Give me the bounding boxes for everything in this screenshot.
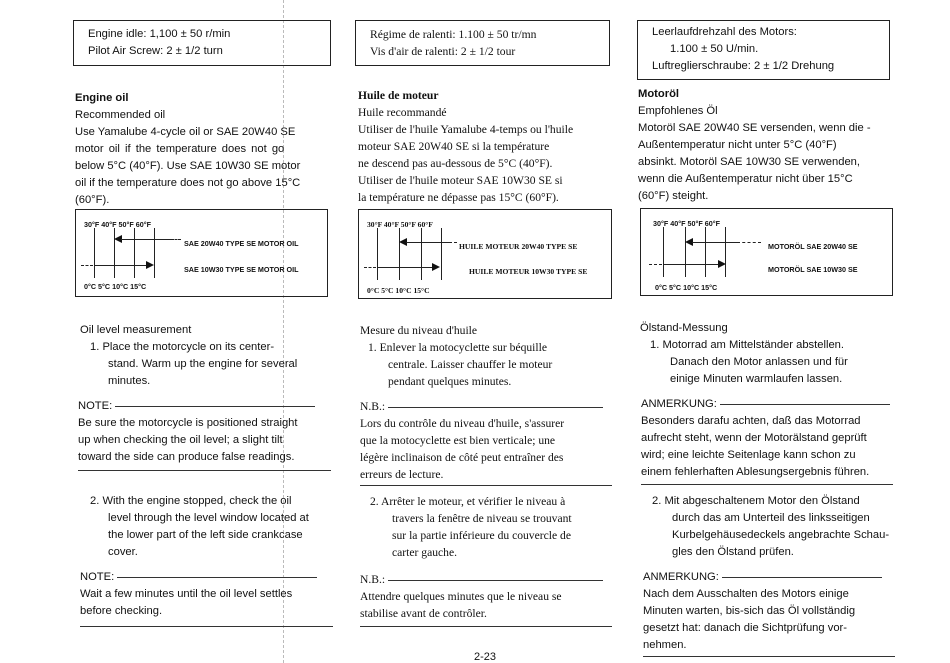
scale-tick: [154, 228, 155, 278]
english-note1-header: [78, 398, 315, 415]
note-label: NOTE:: [78, 400, 113, 412]
note-rule: [722, 577, 882, 578]
french-measure-heading: Mesure du niveau d'huile: [360, 324, 478, 337]
french-step1-line: centrale. Laisser chauffer le moteur: [388, 358, 553, 371]
english-step1-line: minutes.: [108, 375, 151, 387]
french-note2-end-rule: [360, 626, 612, 627]
note-rule: [388, 407, 603, 408]
german-note2-line: gesetzt hat: danach die Sichtprüfung vor-: [643, 622, 847, 634]
oil-range-line: [377, 267, 432, 268]
french-oil-text-line: la température ne dépasse pas 15°C (60°F).: [358, 191, 559, 204]
german-note2-end-rule: [643, 656, 895, 657]
german-measure-heading: Ölstand-Messung: [640, 322, 728, 334]
german-note2-line: nehmen.: [643, 639, 687, 651]
celsius-scale-label: 0°C 5°C 10°C 15°C: [84, 282, 147, 291]
scale-tick: [377, 228, 378, 280]
french-note2-line: Attendre quelques minutes que le niveau se: [360, 590, 562, 603]
german-note1-end-rule: [641, 484, 893, 485]
english-oil-text-line: below 5°C (40°F). Use SAE 10W30 SE motor: [75, 160, 301, 172]
french-note1-line: que la motocyclette est bien verticale; une: [360, 434, 556, 447]
note-label: ANMERKUNG:: [643, 571, 719, 583]
english-step1-line: stand. Warm up the engine for several: [108, 358, 298, 370]
french-oil-text-line: Utiliser de l'huile Yamalube 4-temps ou l'huile: [358, 123, 574, 136]
english-note1-line: up when checking the oil level; a slight tilt: [78, 434, 283, 446]
range-arrow-right: [718, 260, 726, 268]
scale-tick: [725, 227, 726, 277]
french-step2-line: travers la fenêtre de niveau se trouvant: [392, 512, 572, 525]
french-oil-heading: Huile de moteur: [358, 89, 439, 102]
range-arrow-right: [146, 261, 154, 269]
oil-grade-label: MOTORÖL SAE 20W40 SE: [768, 242, 858, 251]
german-note2-header: [643, 569, 882, 586]
french-note2-line: stabilise avant de contrôler.: [360, 607, 487, 620]
note-rule: [117, 577, 317, 578]
english-spec-box: [73, 20, 331, 66]
english-note2-header: [80, 569, 317, 586]
french-note2-header: [360, 571, 603, 588]
german-note2-line: Minuten warten, bis-sich das Öl vollständig: [643, 605, 856, 617]
french-step2-line: 2. Arrêter le moteur, et vérifier le niveau à: [370, 495, 566, 508]
oil-range-dash: [649, 264, 662, 265]
english-oil-text-line: Use Yamalube 4-cycle oil or SAE 20W40 SE: [75, 126, 296, 138]
german-step2-line: Kurbelgehäusedeckels angebrachte Schau-: [672, 529, 890, 541]
german-oil-text-line: absinkt. Motoröl SAE 10W30 SE verwenden,: [638, 156, 860, 168]
celsius-scale-label: 0°C 5°C 10°C 15°C: [655, 283, 718, 292]
celsius-scale-label: 0°C 5°C 10°C 15°C: [367, 286, 430, 295]
english-step2-line: cover.: [108, 546, 138, 558]
german-step1-line: einige Minuten warmlaufen lassen.: [670, 373, 843, 385]
german-note1-line: wird; eine leichte Seitenlage kann schon zu: [641, 449, 856, 461]
oil-range-line: [663, 264, 718, 265]
spec-line: Régime de ralenti: 1.100 ± 50 tr/mn: [370, 28, 537, 41]
french-oil-recommended: Huile recommandé: [358, 106, 447, 119]
fahrenheit-scale-label: 30°F 40°F 50°F 60°F: [653, 219, 721, 228]
oil-grade-label: HUILE MOTEUR 10W30 TYPE SE: [469, 267, 588, 276]
french-note1-line: Lors du contrôle du niveau d'huile, s'assurer: [360, 417, 565, 430]
german-note1-header: [641, 396, 890, 413]
french-oil-text-line: Utiliser de l'huile moteur SAE 10W30 SE si: [358, 174, 563, 187]
english-note1-end-rule: [78, 470, 331, 471]
oil-range-dash: [364, 267, 376, 268]
scale-tick: [441, 228, 442, 280]
spec-line: Luftreglierschraube: 2 ± 1/2 Drehung: [652, 60, 835, 72]
english-oil-recommended: Recommended oil: [75, 109, 166, 121]
page-number: 2-23: [474, 651, 497, 663]
spec-line: Engine idle: 1,100 ± 50 r/min: [88, 28, 231, 40]
french-step2-line: sur la partie inférieure du couvercle de: [392, 529, 571, 542]
oil-grade-label: MOTORÖL SAE 10W30 SE: [768, 265, 858, 274]
oil-range-dash: [737, 242, 761, 243]
french-note1-header: [360, 398, 603, 415]
oil-grade-label: HUILE MOTEUR 20W40 TYPE SE: [459, 242, 578, 251]
oil-range-line: [94, 265, 146, 266]
english-note1-line: Be sure the motorcycle is positioned straight: [78, 417, 298, 429]
spec-line: Pilot Air Screw: 2 ± 1/2 turn: [88, 45, 223, 57]
english-note1-line: toward the side can produce false readings.: [78, 451, 295, 463]
oil-grade-label: SAE 20W40 TYPE SE MOTOR OIL: [184, 239, 299, 248]
german-oil-text-line: wenn die Außentemperatur nicht über 15°C: [638, 173, 853, 185]
english-step2-line: the lower part of the left side crankcase: [108, 529, 303, 541]
french-step2-line: carter gauche.: [392, 546, 458, 559]
spec-line: Vis d'air de ralenti: 2 ± 1/2 tour: [370, 45, 516, 58]
scale-tick: [421, 228, 422, 280]
english-step2-line: 2. With the engine stopped, check the oil: [90, 495, 292, 507]
german-step1-line: 1. Motorrad am Mittelständer abstellen.: [650, 339, 845, 351]
note-label: ANMERKUNG:: [641, 398, 717, 410]
german-oil-recommended: Empfohlenes Öl: [638, 105, 718, 117]
note-label: N.B.:: [360, 400, 386, 413]
note-label: N.B.:: [360, 573, 386, 586]
english-oil-temperature-diagram: [75, 209, 328, 297]
german-spec-box: [637, 20, 890, 80]
oil-range-line: [406, 242, 449, 243]
english-note2-line: Wait a few minutes until the oil level settles: [80, 588, 293, 600]
oil-range-dash: [449, 242, 457, 243]
note-rule: [115, 406, 315, 407]
range-arrow-right: [432, 263, 440, 271]
german-step2-line: gles den Ölstand prüfen.: [672, 546, 794, 558]
english-measure-heading: Oil level measurement: [80, 324, 192, 336]
scale-tick: [399, 228, 400, 280]
english-oil-heading: Engine oil: [75, 92, 129, 104]
french-oil-text-line: ne descend pas au-dessous de 5°C (40°F).: [358, 157, 553, 170]
spec-line: 1.100 ± 50 U/min.: [670, 43, 759, 55]
page-fold-shadow: [283, 0, 284, 663]
english-oil-text-line: (60°F).: [75, 194, 110, 206]
fahrenheit-scale-label: 30°F 40°F 50°F 60°F: [367, 220, 433, 229]
scale-tick: [134, 228, 135, 278]
german-oil-text-line: (60°F) steight.: [638, 190, 709, 202]
german-note1-line: einem fehlerhaften Ablesungsergebnis führen.: [641, 466, 870, 478]
german-note1-line: aufrecht steht, wenn der Motorälstand geprüft: [641, 432, 867, 444]
french-spec-box: [355, 20, 610, 66]
french-step1-line: 1. Enlever la motocyclette sur béquille: [368, 341, 547, 354]
french-note1-end-rule: [360, 485, 612, 486]
fahrenheit-scale-label: 30°F 40°F 50°F 60°F: [84, 220, 152, 229]
english-note2-end-rule: [80, 626, 333, 627]
french-note1-line: légère inclinaison de côté peut entraîner des: [360, 451, 564, 464]
english-step1-line: 1. Place the motorcycle on its center-: [90, 341, 275, 353]
german-step2-line: 2. Mit abgeschaltenem Motor den Ölstand: [652, 495, 860, 507]
scale-tick: [94, 228, 95, 278]
german-step2-line: durch das am Unterteil des linksseitigen: [672, 512, 870, 524]
french-oil-temperature-diagram: [358, 209, 612, 299]
german-note2-line: Nach dem Ausschalten des Motors einige: [643, 588, 849, 600]
note-rule: [388, 580, 603, 581]
oil-range-line: [692, 242, 737, 243]
scale-tick: [663, 227, 664, 277]
german-oil-text-line: Motoröl SAE 20W40 SE versenden, wenn die -: [638, 122, 871, 134]
english-oil-text-line: oil if the temperature does not go above 15°C: [75, 177, 301, 189]
french-note1-line: erreurs de lecture.: [360, 468, 444, 481]
english-oil-text-line: motor oil if the temperature does not go: [75, 143, 285, 155]
german-oil-text-line: Außentemperatur nicht unter 5°C (40°F): [638, 139, 837, 151]
scale-tick: [685, 227, 686, 277]
german-oil-heading: Motoröl: [638, 88, 680, 100]
note-rule: [720, 404, 890, 405]
oil-range-dash: [81, 265, 93, 266]
french-oil-text-line: moteur SAE 20W40 SE si la température: [358, 140, 550, 153]
english-step2-line: level through the level window located at: [108, 512, 309, 524]
german-note1-line: Besonders darafu achten, daß das Motorrad: [641, 415, 861, 427]
german-oil-temperature-diagram: [640, 208, 893, 296]
scale-tick: [705, 227, 706, 277]
english-note2-line: before checking.: [80, 605, 163, 617]
german-step1-line: Danach den Motor anlassen und für: [670, 356, 848, 368]
note-label: NOTE:: [80, 571, 115, 583]
spec-line: Leerlaufdrehzahl des Motors:: [652, 26, 797, 38]
french-step1-line: pendant quelques minutes.: [388, 375, 512, 388]
oil-grade-label: SAE 10W30 TYPE SE MOTOR OIL: [184, 265, 299, 274]
oil-range-dash: [171, 239, 181, 240]
oil-range-line: [121, 239, 171, 240]
